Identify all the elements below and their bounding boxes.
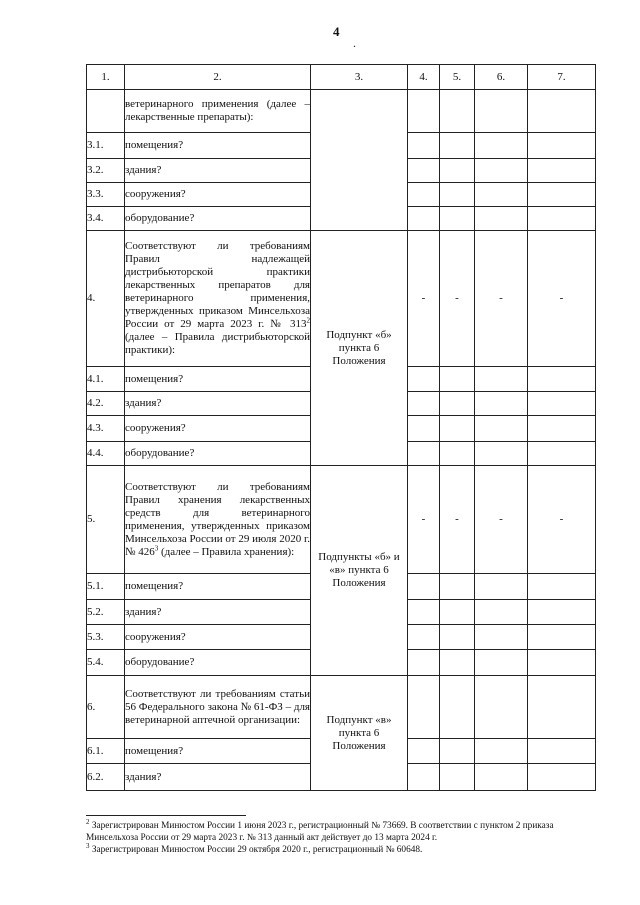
cell xyxy=(528,90,596,133)
cell xyxy=(528,367,596,392)
cell xyxy=(440,392,475,416)
footnote-text: Зарегистрирован Минюстом России 1 июня 2023 г., регистрационный № 73669. В соответствии с пунктом 2 приказа Минсельхоза России от 29 марта 2023 г. № 313 данный акт действует до 13 марта 2024 г. xyxy=(86,821,554,843)
dash-cell: - xyxy=(440,231,475,367)
cell xyxy=(475,159,528,183)
dash-cell: - xyxy=(528,466,596,574)
cell xyxy=(475,650,528,676)
row-number: 5.3. xyxy=(87,625,125,650)
cell xyxy=(475,133,528,159)
cell xyxy=(408,159,440,183)
cell xyxy=(475,207,528,231)
footnote-3 xyxy=(86,841,606,856)
cell xyxy=(440,574,475,600)
row-text xyxy=(125,231,311,367)
cell xyxy=(440,416,475,442)
cell xyxy=(475,367,528,392)
row-number: 5.2. xyxy=(87,600,125,625)
row-text: помещения? xyxy=(125,367,311,392)
ref-cell-empty xyxy=(311,90,408,231)
cell xyxy=(475,90,528,133)
row-text: сооружения? xyxy=(125,416,311,442)
cell xyxy=(408,367,440,392)
cell xyxy=(528,650,596,676)
cell xyxy=(408,416,440,442)
cell xyxy=(475,392,528,416)
dash-cell: - xyxy=(440,466,475,574)
row-text: оборудование? xyxy=(125,207,311,231)
header-col-6: 6. xyxy=(475,65,528,90)
table-row xyxy=(87,90,596,133)
row-number: 5.4. xyxy=(87,650,125,676)
row-text: здания? xyxy=(125,764,311,791)
dash-cell: - xyxy=(408,231,440,367)
row-text: помещения? xyxy=(125,574,311,600)
footnote-ref: 3 xyxy=(154,543,159,552)
header-row xyxy=(87,65,596,90)
cell xyxy=(408,207,440,231)
row-text-part: Соответствуют ли требованиям Правил хранения лекарственных средств для ветеринарного применения, утвержденных приказом Минсельхоза России от 29 июля 2020 г. № 426 xyxy=(125,480,310,558)
dash-cell: - xyxy=(528,231,596,367)
row-number: 3.3. xyxy=(87,183,125,207)
footnote-text: Зарегистрирован Минюстом России 29 октября 2020 г., регистрационный № 60648. xyxy=(89,845,423,855)
row-number: 4.1. xyxy=(87,367,125,392)
checklist-table xyxy=(86,64,596,791)
page-dot: . xyxy=(353,36,356,50)
footnote-ref: 2 xyxy=(306,316,310,325)
row-text: здания? xyxy=(125,159,311,183)
cell xyxy=(475,183,528,207)
cell xyxy=(528,676,596,739)
table-row xyxy=(87,231,596,367)
cell xyxy=(440,183,475,207)
dash-cell: - xyxy=(475,466,528,574)
row-text: оборудование? xyxy=(125,442,311,466)
cell xyxy=(440,367,475,392)
footnote-marker: 2 xyxy=(86,817,90,826)
row-number: 3.1. xyxy=(87,133,125,159)
cell xyxy=(440,90,475,133)
dash-cell: - xyxy=(475,231,528,367)
cell xyxy=(528,574,596,600)
ref-cell: Подпункт «в» пункта 6 Положения xyxy=(311,676,408,791)
cell xyxy=(408,392,440,416)
cell xyxy=(408,574,440,600)
header-col-7: 7. xyxy=(528,65,596,90)
cell xyxy=(475,442,528,466)
row-number: 3.2. xyxy=(87,159,125,183)
row-text: сооружения? xyxy=(125,183,311,207)
cell xyxy=(528,416,596,442)
cell xyxy=(528,739,596,764)
row-text: Соответствуют ли требованиям статьи 56 Федерального закона № 61-ФЗ – для ветеринарной аптечной организации: xyxy=(125,676,311,739)
footnotes xyxy=(86,817,606,856)
header-col-3: 3. xyxy=(311,65,408,90)
footnote-2 xyxy=(86,817,606,844)
cell xyxy=(440,207,475,231)
ref-cell: Подпункт «б» пункта 6 Положения xyxy=(311,231,408,466)
cell xyxy=(528,600,596,625)
cell xyxy=(475,739,528,764)
row-text: ветеринарного применения (далее – лекарственные препараты): xyxy=(125,90,311,133)
cell xyxy=(408,739,440,764)
row-text: помещения? xyxy=(125,739,311,764)
row-number: 4. xyxy=(87,231,125,367)
table-row xyxy=(87,466,596,574)
cell xyxy=(440,133,475,159)
row-text: здания? xyxy=(125,392,311,416)
cell xyxy=(475,416,528,442)
header-col-1: 1. xyxy=(87,65,125,90)
row-text: сооружения? xyxy=(125,625,311,650)
row-text: здания? xyxy=(125,600,311,625)
row-number xyxy=(87,90,125,133)
cell xyxy=(475,764,528,791)
row-text-part: (далее – Правила дистрибьюторской практики): xyxy=(125,331,310,356)
dash-cell: - xyxy=(408,466,440,574)
footnote-divider xyxy=(86,815,246,816)
cell xyxy=(528,442,596,466)
row-text-part: Соответствуют ли требованиям Правил надлежащей дистрибьюторской практики лекарственных препаратов для ветеринарного применения, утвержденных приказом Минсельхоза России от 29 марта 2023 г. № 313 xyxy=(125,240,310,330)
cell xyxy=(440,442,475,466)
row-number: 4.2. xyxy=(87,392,125,416)
cell xyxy=(528,133,596,159)
cell xyxy=(528,159,596,183)
cell xyxy=(440,739,475,764)
row-number: 3.4. xyxy=(87,207,125,231)
cell xyxy=(408,625,440,650)
cell xyxy=(528,392,596,416)
row-text: помещения? xyxy=(125,133,311,159)
cell xyxy=(408,90,440,133)
row-text-part: (далее – Правила хранения): xyxy=(158,545,295,558)
row-number: 4.3. xyxy=(87,416,125,442)
cell xyxy=(440,764,475,791)
header-col-5: 5. xyxy=(440,65,475,90)
cell xyxy=(440,625,475,650)
row-text: оборудование? xyxy=(125,650,311,676)
row-number: 6. xyxy=(87,676,125,739)
cell xyxy=(475,574,528,600)
cell xyxy=(475,600,528,625)
row-number: 4.4. xyxy=(87,442,125,466)
header-col-4: 4. xyxy=(408,65,440,90)
ref-cell: Подпункты «б» и «в» пункта 6 Положения xyxy=(311,466,408,676)
cell xyxy=(440,676,475,739)
cell xyxy=(440,159,475,183)
cell xyxy=(440,600,475,625)
cell xyxy=(528,183,596,207)
cell xyxy=(408,442,440,466)
cell xyxy=(528,207,596,231)
cell xyxy=(528,764,596,791)
cell xyxy=(475,676,528,739)
row-number: 5.1. xyxy=(87,574,125,600)
page-number: 4 xyxy=(333,24,340,39)
row-number: 5. xyxy=(87,466,125,574)
row-number: 6.2. xyxy=(87,764,125,791)
cell xyxy=(408,600,440,625)
cell xyxy=(408,676,440,739)
cell xyxy=(408,183,440,207)
row-number: 6.1. xyxy=(87,739,125,764)
cell xyxy=(408,133,440,159)
cell xyxy=(408,764,440,791)
cell xyxy=(440,650,475,676)
table-row xyxy=(87,676,596,739)
footnote-marker: 3 xyxy=(86,841,90,850)
cell xyxy=(408,650,440,676)
cell xyxy=(475,625,528,650)
header-col-2: 2. xyxy=(125,65,311,90)
row-text xyxy=(125,466,311,574)
cell xyxy=(528,625,596,650)
